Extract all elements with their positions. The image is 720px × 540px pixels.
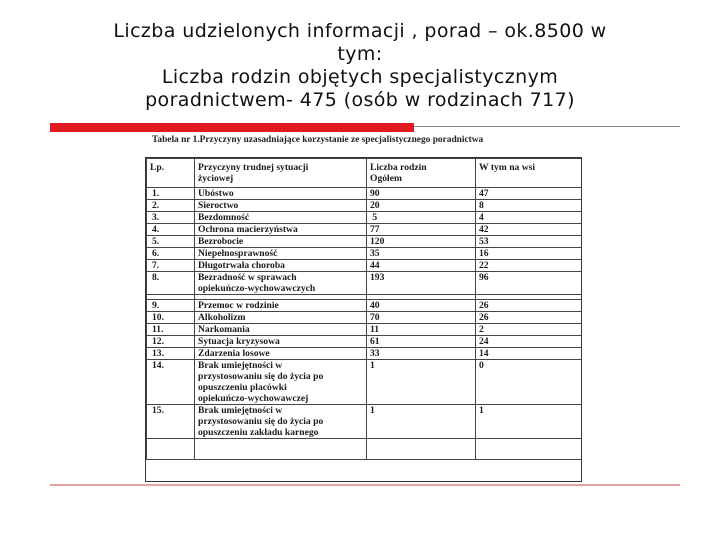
cell-lp: 3. — [147, 212, 195, 224]
header-lp-label: Lp. — [150, 162, 165, 173]
cell-lp: 10. — [147, 312, 195, 324]
cell-cause — [195, 348, 367, 360]
cell-cause — [195, 312, 367, 324]
cause-line: Przemoc w rodzinie — [198, 300, 279, 311]
cause-line: Ubóstwo — [198, 188, 234, 199]
header-cause-line-2: życiowej — [198, 173, 234, 184]
cell-village: 8 — [476, 200, 583, 212]
bottom-rule — [50, 484, 680, 486]
table-row — [147, 405, 583, 439]
cell-village: 53 — [476, 236, 583, 248]
cell-lp: 4. — [147, 224, 195, 236]
cell-village: 0 — [476, 360, 583, 405]
cell-cause — [195, 405, 367, 439]
cell-lp: 2. — [147, 200, 195, 212]
cause-line: opuszczeniu placówki — [198, 382, 287, 393]
cause-line: Brak umiejętności w — [198, 405, 283, 416]
cell-village: 16 — [476, 248, 583, 260]
cell-cause — [195, 360, 367, 405]
header-total-line-2: Ogółem — [370, 173, 402, 184]
cause-line: przystosowaniu się do życia po — [198, 371, 324, 382]
cell-total: 1 — [367, 360, 476, 405]
cell-cause — [195, 336, 367, 348]
cell-total: 70 — [367, 312, 476, 324]
cell-village: 26 — [476, 312, 583, 324]
table-row — [147, 300, 583, 312]
cause-line: Bezrobocie — [198, 236, 244, 247]
title-underline-red — [50, 123, 414, 132]
cell-total: 77 — [367, 224, 476, 236]
table-row — [147, 336, 583, 348]
table-row — [147, 348, 583, 360]
cell-lp: 13. — [147, 348, 195, 360]
cause-line: Narkomania — [198, 324, 250, 335]
table-row — [147, 360, 583, 405]
cause-line: przystosowaniu się do życia po — [198, 416, 324, 427]
cell-cause — [195, 236, 367, 248]
table-header-row — [147, 159, 583, 188]
filler-cell — [476, 439, 583, 460]
slide-title-line-1: Liczba udzielonych informacji , porad – ok.8500 w — [113, 20, 607, 42]
cell-lp: 7. — [147, 260, 195, 272]
cause-line: opiekuńczo-wychowawczej — [198, 393, 309, 404]
cell-cause — [195, 212, 367, 224]
slide-title-line-3: Liczba rodzin objętych specjalistycznym — [161, 66, 559, 88]
cause-line: opiekuńczo-wychowawczych — [198, 283, 316, 294]
cause-line: Ochrona macierzyństwa — [198, 224, 298, 235]
cell-village: 22 — [476, 260, 583, 272]
table-row — [147, 324, 583, 336]
table-row — [147, 224, 583, 236]
cause-line: Zdarzenia losowe — [198, 348, 270, 359]
header-cause — [195, 159, 367, 188]
cell-total: 35 — [367, 248, 476, 260]
table-row — [147, 236, 583, 248]
header-lp — [147, 159, 195, 188]
cell-village: 26 — [476, 300, 583, 312]
cause-line: opuszczeniu zakładu karnego — [198, 427, 319, 438]
table-row — [147, 272, 583, 295]
causes-table-frame — [145, 157, 582, 482]
cell-lp: 11. — [147, 324, 195, 336]
cell-total: 33 — [367, 348, 476, 360]
cell-cause — [195, 248, 367, 260]
header-total-line-1: Liczba rodzin — [370, 162, 427, 173]
slide-title-line-4: poradnictwem- 475 (osób w rodzinach 717) — [145, 89, 575, 111]
cell-cause — [195, 300, 367, 312]
cell-lp: 8. — [147, 272, 195, 295]
cause-line: Sytuacja kryzysowa — [198, 336, 280, 347]
cell-village: 1 — [476, 405, 583, 439]
cause-line: Brak umiejętności w — [198, 360, 283, 371]
title-underline-gray — [414, 126, 680, 127]
slide-title-line-2: tym: — [337, 43, 383, 65]
cell-total: 40 — [367, 300, 476, 312]
cause-line: Bezradność w sprawach — [198, 272, 297, 283]
cell-cause — [195, 200, 367, 212]
table-body — [147, 188, 583, 460]
cause-line: Bezdomność — [198, 212, 250, 223]
cause-line: Niepełnosprawność — [198, 248, 278, 259]
header-total — [367, 159, 476, 188]
cell-lp: 12. — [147, 336, 195, 348]
cell-total: 5 — [367, 212, 476, 224]
cell-cause — [195, 272, 367, 295]
cell-lp: 1. — [147, 188, 195, 200]
table-caption: Tabela nr 1.Przyczyny uzasadniające korzystanie ze specjalistycznego poradnictwa — [152, 135, 484, 145]
cell-lp: 15. — [147, 405, 195, 439]
cell-village: 96 — [476, 272, 583, 295]
cell-village: 4 — [476, 212, 583, 224]
table-row — [147, 212, 583, 224]
cell-lp: 5. — [147, 236, 195, 248]
cell-total: 193 — [367, 272, 476, 295]
cell-cause — [195, 324, 367, 336]
cell-village: 14 — [476, 348, 583, 360]
table-row — [147, 200, 583, 212]
causes-table — [146, 158, 582, 460]
cell-total: 90 — [367, 188, 476, 200]
table-row — [147, 188, 583, 200]
cell-lp: 6. — [147, 248, 195, 260]
cause-line: Sieroctwo — [198, 200, 239, 211]
cell-village: 47 — [476, 188, 583, 200]
slide-title — [40, 20, 680, 112]
cell-total: 1 — [367, 405, 476, 439]
header-village-label: W tym na wsi — [479, 162, 536, 173]
cell-cause — [195, 188, 367, 200]
table-row — [147, 260, 583, 272]
cell-total: 61 — [367, 336, 476, 348]
cell-total: 20 — [367, 200, 476, 212]
cause-line: Alkoholizm — [198, 312, 246, 323]
cell-total: 120 — [367, 236, 476, 248]
filler-cell — [195, 439, 367, 460]
cell-village: 24 — [476, 336, 583, 348]
cell-total: 11 — [367, 324, 476, 336]
cell-cause — [195, 224, 367, 236]
cell-village: 2 — [476, 324, 583, 336]
cell-lp: 9. — [147, 300, 195, 312]
cause-line: Długotrwała choroba — [198, 260, 285, 271]
filler-cell — [367, 439, 476, 460]
table-row — [147, 312, 583, 324]
cell-village: 42 — [476, 224, 583, 236]
filler-cell — [147, 439, 195, 460]
cell-total: 44 — [367, 260, 476, 272]
row-filler — [147, 439, 583, 460]
cell-lp: 14. — [147, 360, 195, 405]
cell-cause — [195, 260, 367, 272]
header-village — [476, 159, 583, 188]
header-cause-line-1: Przyczyny trudnej sytuacji — [198, 162, 309, 173]
table-row — [147, 248, 583, 260]
